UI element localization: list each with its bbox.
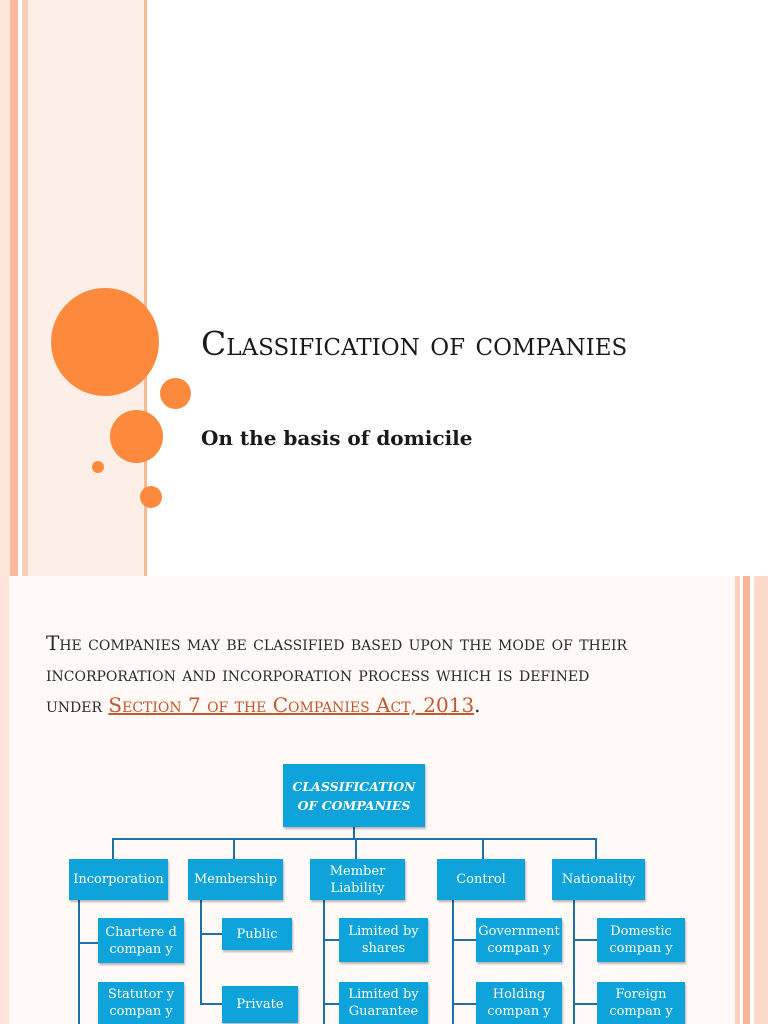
connector-line <box>452 900 454 1024</box>
child-domestic-company: Domestic compan y <box>597 918 685 962</box>
stripe-decoration <box>0 0 10 576</box>
slide-title-heading: Classification of companies <box>201 324 628 363</box>
chart-root-box: CLASSIFICATION OF COMPANIES <box>283 764 425 827</box>
connector-line <box>595 838 597 859</box>
slide-classification <box>0 576 768 1024</box>
category-control: Control <box>437 859 525 900</box>
connector-line <box>233 838 235 859</box>
connector-line <box>112 838 114 859</box>
circle-decoration <box>160 378 191 409</box>
circle-decoration <box>110 410 163 463</box>
child-limited-by-guarantee: Limited by Guarantee <box>339 982 428 1024</box>
intro-trailing: . <box>474 693 481 717</box>
slide-subtitle: On the basis of domicile <box>201 426 473 450</box>
connector-line <box>573 939 597 941</box>
connector-line <box>323 1003 339 1005</box>
circle-decoration <box>51 288 159 396</box>
circle-decoration <box>92 461 104 473</box>
stripe-decoration <box>10 0 18 576</box>
child-private: Private <box>222 986 298 1023</box>
connector-line <box>452 1003 476 1005</box>
connector-line <box>452 939 476 941</box>
connector-line <box>323 939 339 941</box>
child-limited-by-shares: Limited by shares <box>339 918 428 962</box>
intro-text: The companies may be classified based upon the mode of their incorporation and incorporation process which is defined under <box>46 631 628 717</box>
connector-line <box>482 838 484 859</box>
connector-line <box>112 838 595 840</box>
child-chartered-company: Chartere d compan y <box>98 918 184 963</box>
connector-line <box>573 900 575 1024</box>
circle-decoration <box>140 486 162 508</box>
section-7-link[interactable]: Section 7 of the Companies Act, 2013 <box>108 693 475 717</box>
classification-org-chart <box>0 576 768 1024</box>
category-nationality: Nationality <box>552 859 645 900</box>
connector-line <box>78 942 98 944</box>
connector-line <box>78 900 80 1024</box>
child-statutory-company: Statutor y compan y <box>98 982 184 1024</box>
stripe-decoration <box>28 0 146 576</box>
connector-line <box>355 838 357 859</box>
connector-line <box>200 1003 222 1005</box>
connector-line <box>573 1003 597 1005</box>
connector-line <box>200 900 202 1004</box>
child-foreign-company: Foreign compan y <box>597 982 685 1024</box>
child-government-company: Government compan y <box>476 918 562 962</box>
child-holding-company: Holding compan y <box>476 982 562 1024</box>
category-member-liability: Member Liability <box>310 859 405 900</box>
category-membership: Membership <box>188 859 283 900</box>
category-incorporation: Incorporation <box>69 859 168 900</box>
connector-line <box>200 933 222 935</box>
connector-line <box>323 900 325 1024</box>
child-public: Public <box>222 918 292 950</box>
